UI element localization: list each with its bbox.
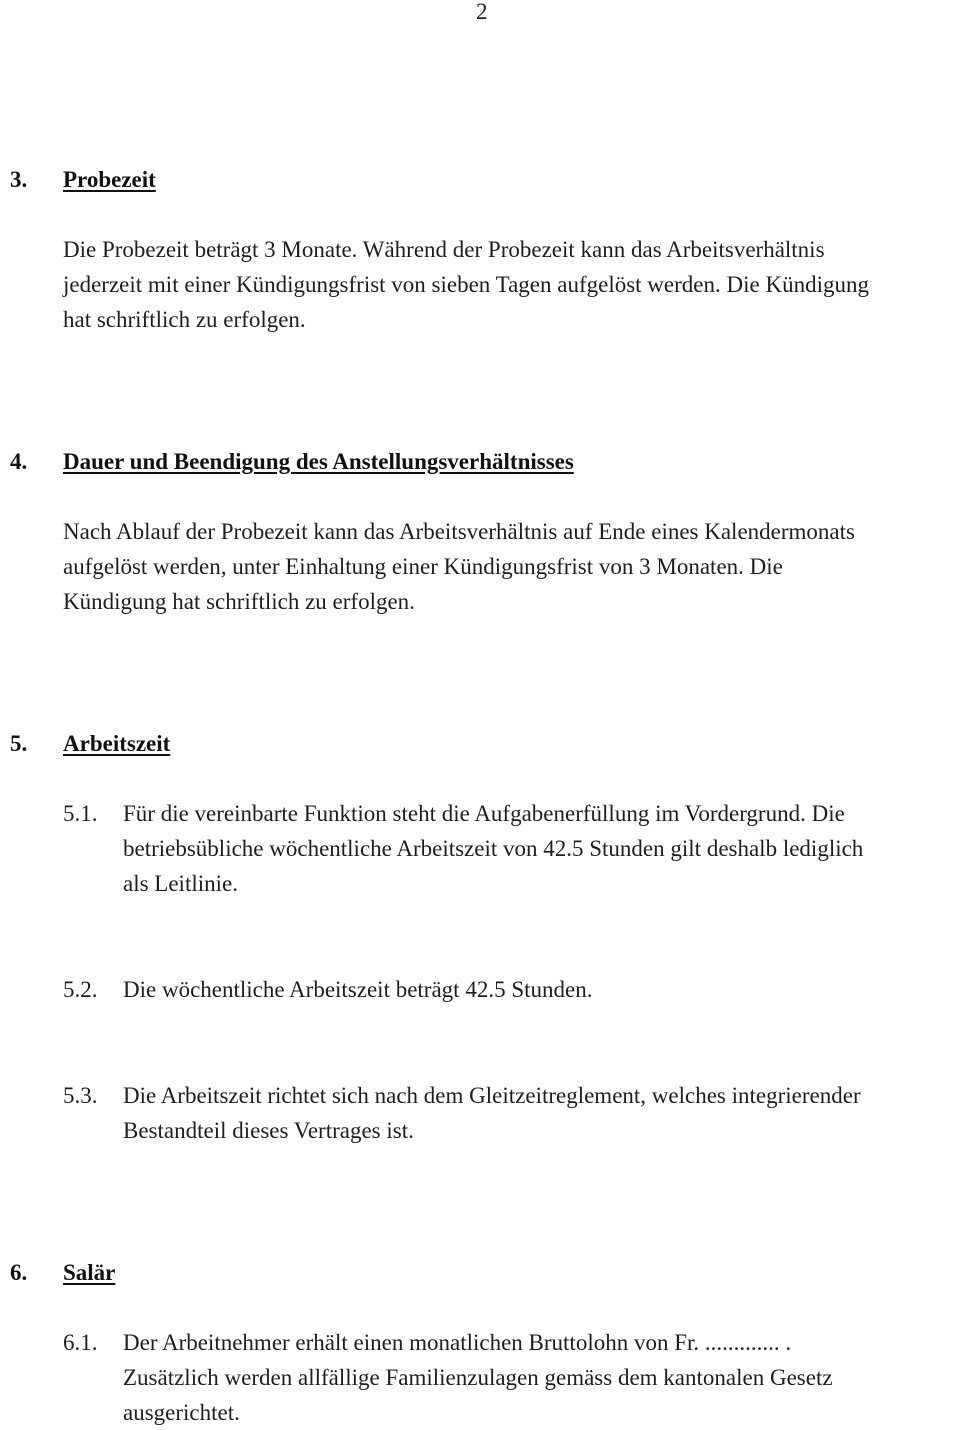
paragraph-line: Die Arbeitszeit richtet sich nach dem Gleitzeitreglement, welches integrierender <box>123 1083 861 1108</box>
paragraph-line: Nach Ablauf der Probezeit kann das Arbeitsverhältnis auf Ende eines Kalendermonats <box>63 519 855 544</box>
section-number: 3. <box>10 167 28 192</box>
section-number: 6. <box>10 1260 28 1285</box>
paragraph-line: Die Probezeit beträgt 3 Monate. Während der Probezeit kann das Arbeitsverhältnis <box>63 237 825 262</box>
paragraph-line: betriebsübliche wöchentliche Arbeitszeit von 42.5 Stunden gilt deshalb lediglich <box>123 836 864 861</box>
item-number: 6.1. <box>63 1330 98 1355</box>
paragraph-line: hat schriftlich zu erfolgen. <box>63 307 306 332</box>
section-number: 5. <box>10 731 28 756</box>
paragraph-line: aufgelöst werden, unter Einhaltung einer Kündigungsfrist von 3 Monaten. Die <box>63 554 783 579</box>
paragraph-line: Der Arbeitnehmer erhält einen monatlichen Bruttolohn von Fr. ............. . <box>123 1330 792 1355</box>
paragraph-line: Zusätzlich werden allfällige Familienzulagen gemäss dem kantonalen Gesetz <box>123 1365 833 1390</box>
item-number: 5.1. <box>63 801 98 826</box>
item-number: 5.3. <box>63 1083 98 1108</box>
paragraph-line: ausgerichtet. <box>123 1400 240 1425</box>
paragraph-line: Die wöchentliche Arbeitszeit beträgt 42.5 Stunden. <box>123 977 593 1002</box>
paragraph-line: Bestandteil dieses Vertrages ist. <box>123 1118 414 1143</box>
item-number: 5.2. <box>63 977 98 1002</box>
paragraph-line: Kündigung hat schriftlich zu erfolgen. <box>63 589 415 614</box>
section-number: 4. <box>10 449 28 474</box>
paragraph-line: jederzeit mit einer Kündigungsfrist von sieben Tagen aufgelöst werden. Die Kündigung <box>63 272 869 297</box>
section-title: Dauer und Beendigung des Anstellungsverhältnisses <box>63 449 574 474</box>
page-number: 2 <box>476 0 488 24</box>
paragraph-line: als Leitlinie. <box>123 871 238 896</box>
section-title: Salär <box>63 1260 116 1285</box>
section-title: Probezeit <box>63 167 156 192</box>
paragraph-line: Für die vereinbarte Funktion steht die Aufgabenerfüllung im Vordergrund. Die <box>123 801 845 826</box>
section-title: Arbeitszeit <box>63 731 171 756</box>
